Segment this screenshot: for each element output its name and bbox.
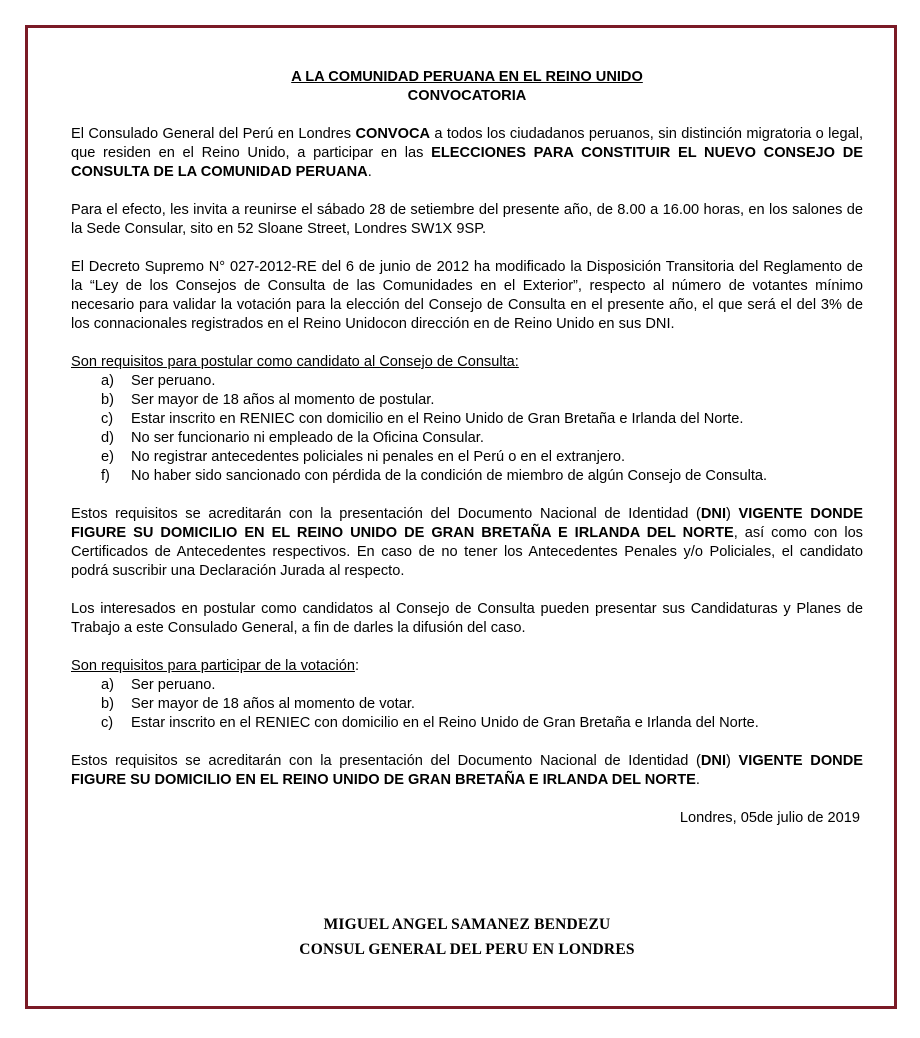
list-item: a) Ser peruano. (101, 373, 216, 389)
date-line: Londres, 05de julio de 2019 (679, 810, 860, 826)
list-item: f) No haber sido sancionado con pérdida de la condición de miembro de algún Consejo de Consulta. (101, 468, 768, 484)
document-body (71, 68, 863, 828)
signatory-name: MIGUEL ANGEL SAMANEZ BENDEZU (323, 916, 611, 933)
list-item: c) Estar inscrito en RENIEC con domicilio en el Reino Unido de Gran Bretaña e Irlanda del Norte. (101, 411, 744, 427)
candidate-requirements-title: Son requisitos para postular como candidato al Consejo de Consulta: (71, 354, 519, 370)
signatory-title: CONSUL GENERAL DEL PERU EN LONDRES (299, 941, 635, 958)
paragraph-fecha: Para el efecto, les invita a reunirse el sábado 28 de setiembre del presente año, de 8.00 a 16.00 horas, en los salones de la Sede Consular, sito en 52 Sloane Street, Londres SW1X 9SP. (71, 202, 863, 237)
list-item: b) Ser mayor de 18 años al momento de postular. (101, 392, 435, 408)
document-heading (71, 68, 863, 106)
paragraph-convoca: El Consulado General del Perú en Londres CONVOCA a todos los ciudadanos peruanos, sin distinción migratoria o legal, que residen en el Reino Unido, a participar en las ELECCIONES PARA CONSTITUIR EL NUEVO CONSEJO DE CONSULTA DE LA COMUNIDAD PERUANA. (71, 126, 863, 180)
list-item: d) No ser funcionario ni empleado de la Oficina Consular. (101, 430, 484, 446)
paragraph-acreditacion-candidato: Estos requisitos se acreditarán con la presentación del Documento Nacional de Identidad (DNI) VIGENTE DONDE FIGURE SU DOMICILIO EN EL REINO UNIDO DE GRAN BRETAÑA E IRLANDA DEL NORTE, así como con los Certificados de Antecedentes respectivos. En caso de no tener los Antecedentes Penales y/o Policiales, el candidato podrá suscribir una Declaración Jurada al respecto. (71, 506, 863, 579)
paragraph-acreditacion-votacion: Estos requisitos se acreditarán con la presentación del Documento Nacional de Identidad (DNI) VIGENTE DONDE FIGURE SU DOMICILIO EN EL REINO UNIDO DE GRAN BRETAÑA E IRLANDA DEL NORTE. (71, 753, 863, 788)
paragraph-interesados: Los interesados en postular como candidatos al Consejo de Consulta pueden presentar sus Candidaturas y Planes de Trabajo a este Consulado General, a fin de darles la difusión del caso. (71, 601, 863, 636)
vote-requirements-list (71, 676, 863, 733)
list-item: a) Ser peruano. (101, 677, 216, 693)
vote-requirements-title: Son requisitos para participar de la votación: (71, 658, 359, 674)
candidate-requirements-list (71, 372, 863, 486)
heading-line-2: CONVOCATORIA (407, 88, 527, 104)
list-item: c) Estar inscrito en el RENIEC con domicilio en el Reino Unido de Gran Bretaña e Irlanda del Norte. (101, 715, 759, 731)
heading-line-1: A LA COMUNIDAD PERUANA EN EL REINO UNIDO (291, 69, 643, 85)
list-item: e) No registrar antecedentes policiales ni penales en el Perú o en el extranjero. (101, 449, 626, 465)
paragraph-decreto: El Decreto Supremo N° 027-2012-RE del 6 de junio de 2012 ha modificado la Disposición Transitoria del Reglamento de la “Ley de los Consejos de Consulta de las Comunidades en el Exterior”, respecto al número de votantes mínimo necesario para validar la votación para la elección del Consejo de Consulta en el presente año, el que será el del 3% de los connacionales registrados en el Reino Unidocon dirección en de Reino Unido en sus DNI. (71, 259, 863, 332)
list-item: b) Ser mayor de 18 años al momento de votar. (101, 696, 415, 712)
